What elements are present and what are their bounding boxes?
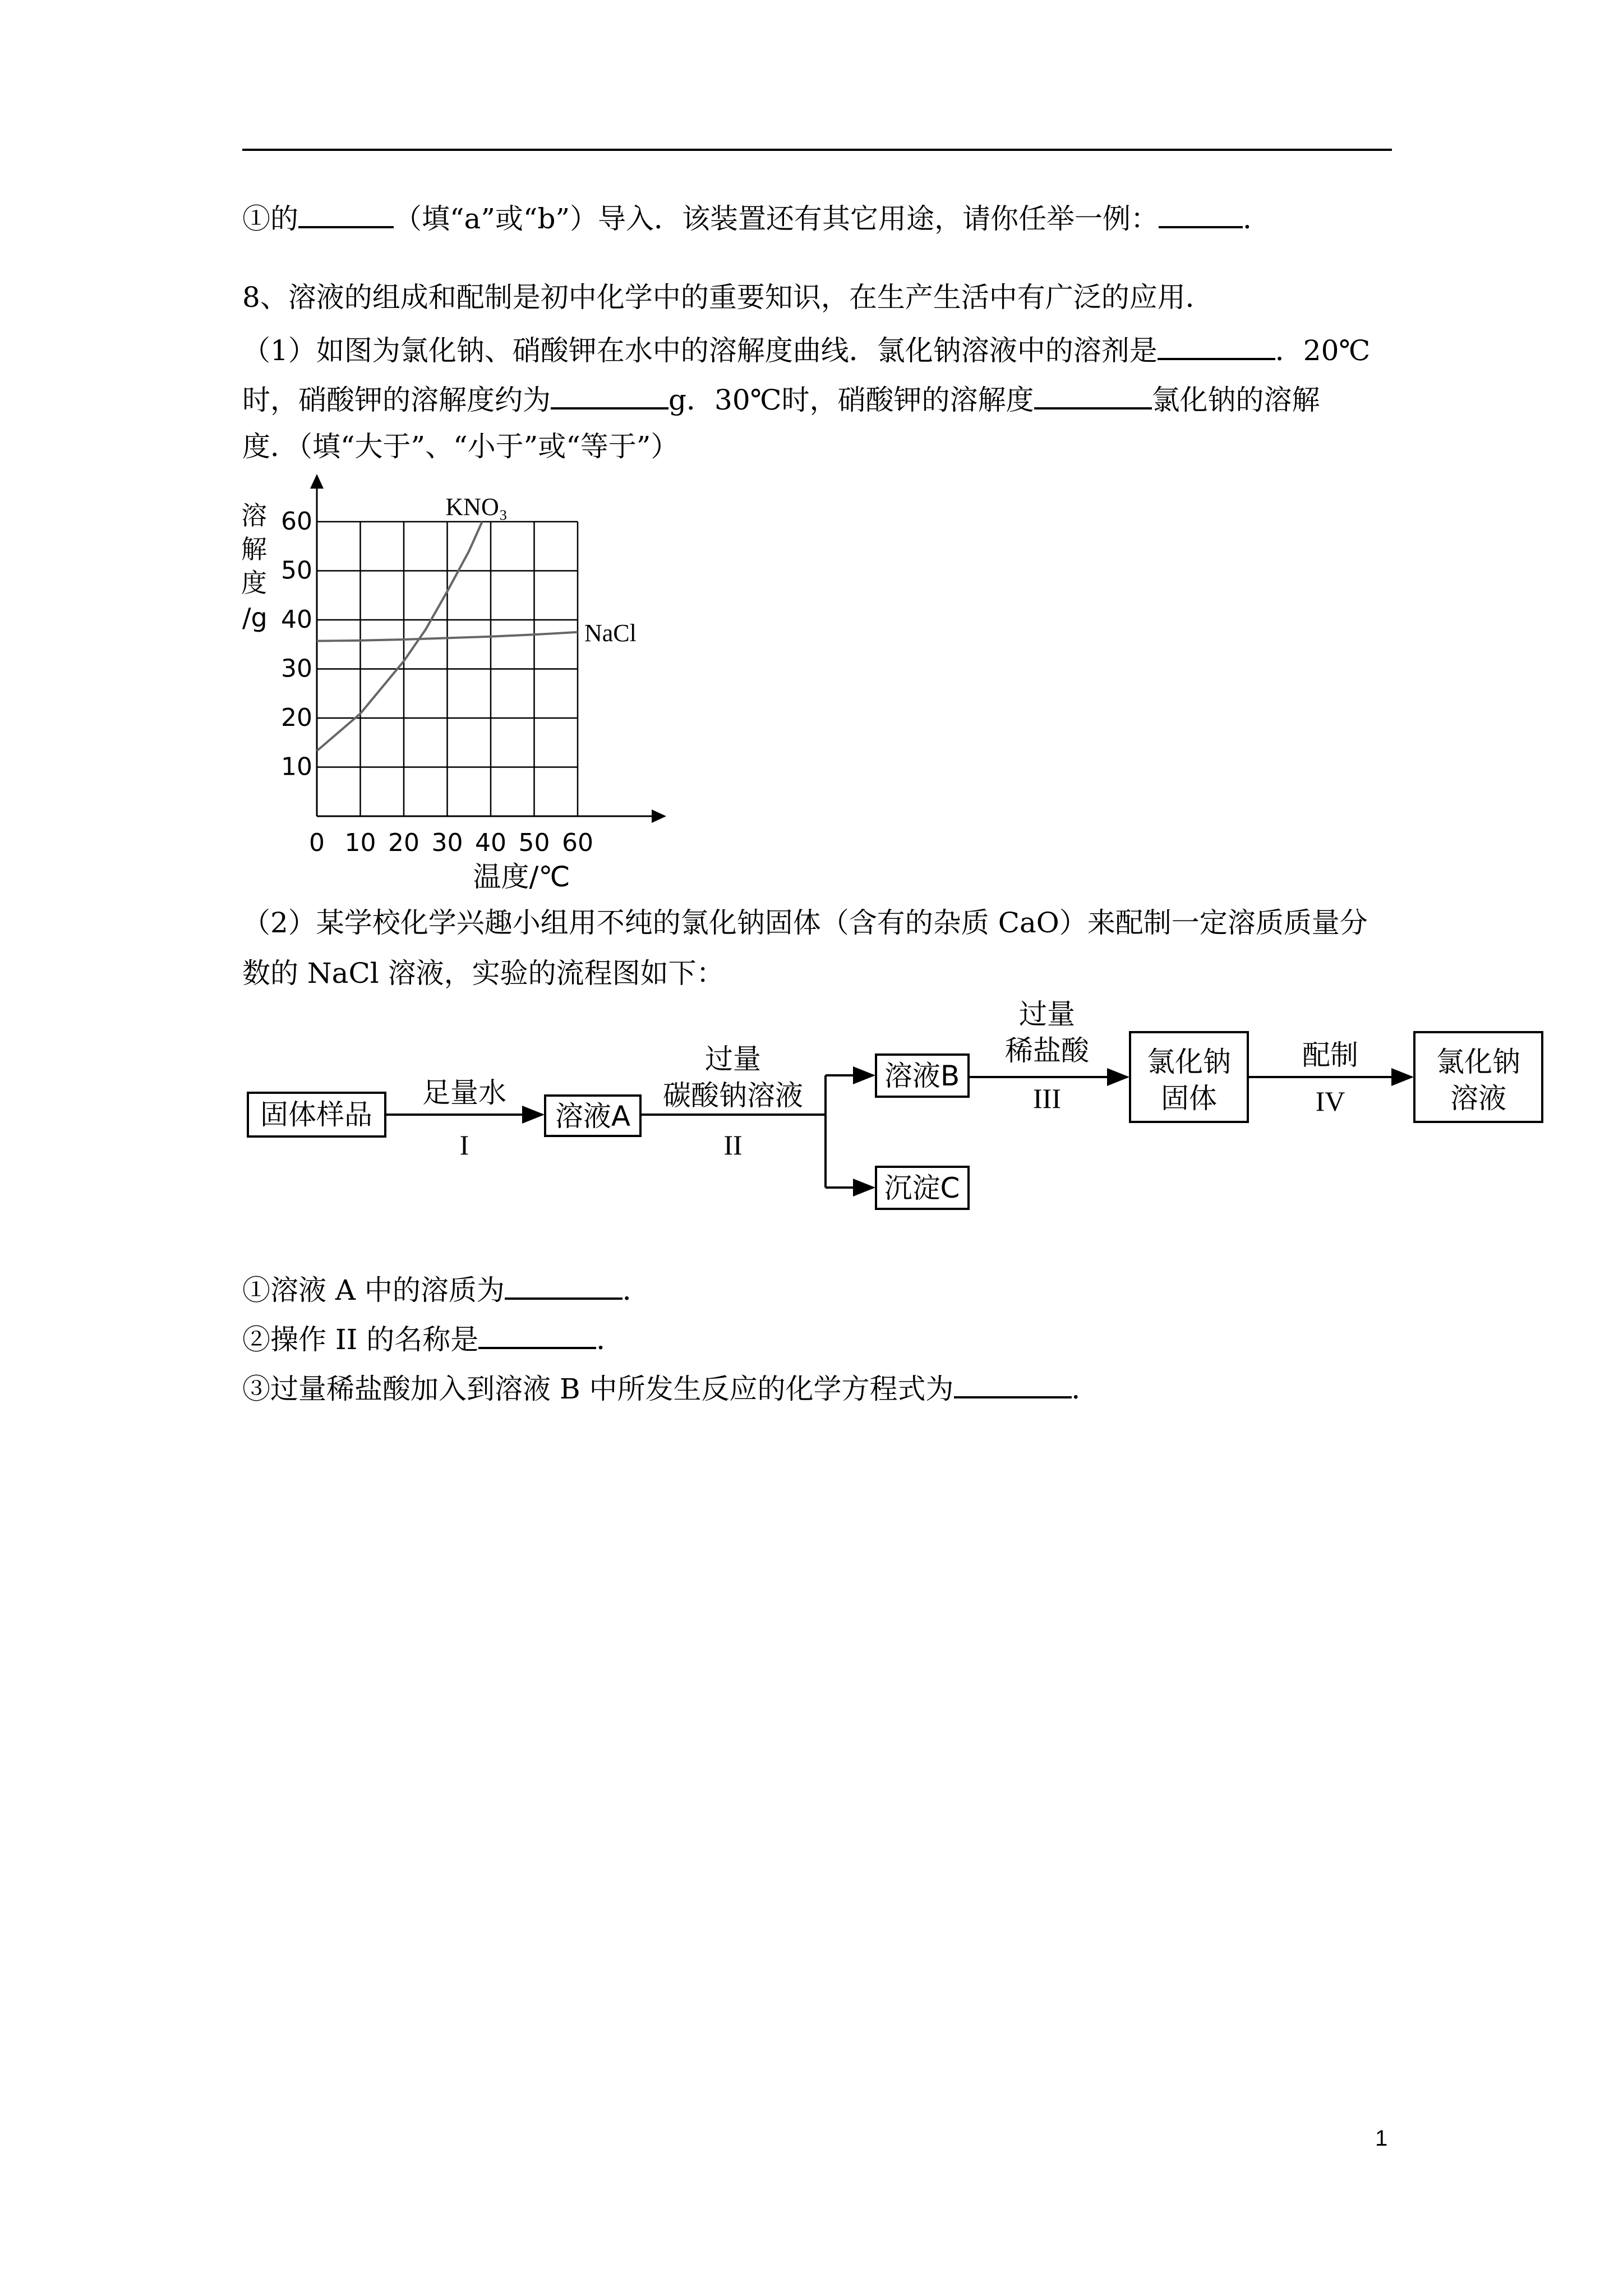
answer-blank-3[interactable] [1158,331,1275,360]
label-nacl-solution-1: 氯化钠 [1436,1046,1520,1078]
label-precipitate-c: 沉淀C [884,1172,960,1204]
label-step3-reagent-2: 稀盐酸 [1005,1034,1089,1067]
line4-a: 时，硝酸钾的溶解度约为 [242,384,551,416]
question-8-intro: 8、溶液的组成和配制是初中化学中的重要知识，在生产生活中有广泛的应用． [242,281,1214,314]
text-line-7: 数的 NaCl 溶液，实验的流程图如下： [242,957,725,990]
header-rule [242,149,1392,151]
chart-grid [317,522,578,816]
y-axis-label [241,500,268,633]
y-tick-label: 10 [281,752,312,781]
y-tick-label: 50 [281,556,312,585]
q1-text: ①溶液 A 中的溶质为 [242,1274,505,1306]
label-step2-num: II [723,1129,743,1161]
answer-blank-7[interactable] [478,1320,596,1349]
line1-a: ①的 [242,203,298,235]
line1-c: ． [1243,203,1271,235]
answer-blank-1[interactable] [298,199,394,228]
y-label-char-2: 解 [241,534,267,564]
y-label-char-4: /g [242,602,268,633]
label-solution-a: 溶液A [555,1100,631,1133]
text-line-5: 度．（填“大于”、“小于”或“等于”） [242,430,679,463]
label-solid-sample: 固体样品 [260,1098,372,1131]
label-step4-reagent: 配制 [1302,1039,1358,1071]
label-step3-num: III [1033,1083,1061,1114]
label-nacl-solid-2: 固体 [1161,1082,1217,1115]
answer-blank-2[interactable] [1159,199,1243,228]
answer-blank-8[interactable] [954,1369,1072,1398]
x-tick-label: 60 [562,829,593,857]
label-nacl-solution-2: 溶液 [1450,1082,1506,1115]
answer-blank-6[interactable] [505,1271,623,1300]
q1-end: ． [622,1274,651,1306]
experiment-flowchart [242,993,1543,1228]
answer-blank-5[interactable] [1034,380,1152,409]
q3-end: ． [1071,1373,1100,1405]
q2-text: ②操作 II 的名称是 [242,1323,479,1356]
line4-b: g．30℃时，硝酸钾的溶解度 [668,384,1034,416]
chart-ticks [281,507,593,857]
q2-end: ． [596,1323,625,1356]
label-step1-reagent: 足量水 [422,1076,506,1109]
label-step1-num: I [459,1129,469,1161]
x-tick-label: 50 [518,829,550,857]
subquestion-3 [242,1369,1100,1406]
y-tick-label: 20 [281,703,312,732]
y-label-char-3: 度 [241,568,267,598]
x-tick-label: 40 [475,829,506,857]
x-tick-label: 10 [344,829,376,857]
x-axis-label: 温度/℃ [473,861,570,893]
series-label-nacl: NaCl [584,619,637,647]
q3-text: ③过量稀盐酸加入到溶液 B 中所发生反应的化学方程式为 [242,1373,954,1405]
chart-axes [310,474,666,823]
label-step4-num: IV [1315,1085,1345,1117]
line3-a: （1）如图为氯化钠、硝酸钾在水中的溶解度曲线．氯化钠溶液中的溶剂是 [242,334,1158,367]
text-line-6: （2）某学校化学兴趣小组用不纯的氯化钠固体（含有的杂质 CaO）来配制一定溶质质量分 [242,907,1368,939]
chart-series [317,493,637,751]
label-step2-reagent-2: 碳酸钠溶液 [663,1079,803,1112]
text-line-3 [242,331,1370,367]
y-tick-label: 60 [281,507,312,536]
subquestion-1 [242,1271,651,1307]
line4-c: 氯化钠的溶解 [1151,384,1320,416]
label-step3-reagent-1: 过量 [1019,998,1075,1030]
text-line-4 [242,380,1320,417]
y-tick-label: 30 [281,654,312,683]
x-tick-label: 30 [431,829,463,857]
solubility-chart [236,474,684,900]
label-nacl-solid-1: 氯化钠 [1147,1046,1231,1078]
subquestion-2 [242,1320,624,1356]
line1-b: （填“a”或“b”）导入．该装置还有其它用途，请你任举一例： [394,203,1159,235]
series-label-kno3: KNO₃ [445,493,508,521]
x-tick-label: 20 [388,829,419,857]
label-solution-b: 溶液B [884,1060,960,1092]
text-line-1 [242,199,1271,236]
x-tick-label: 0 [309,829,325,857]
y-label-char-1: 溶 [241,500,267,531]
label-step2-reagent-1: 过量 [705,1043,761,1075]
y-tick-label: 40 [281,605,312,634]
page-number: 1 [1375,2126,1388,2151]
line3-b: ．20℃ [1275,334,1371,367]
answer-blank-4[interactable] [551,380,668,409]
series-line-kno3 [317,522,482,751]
